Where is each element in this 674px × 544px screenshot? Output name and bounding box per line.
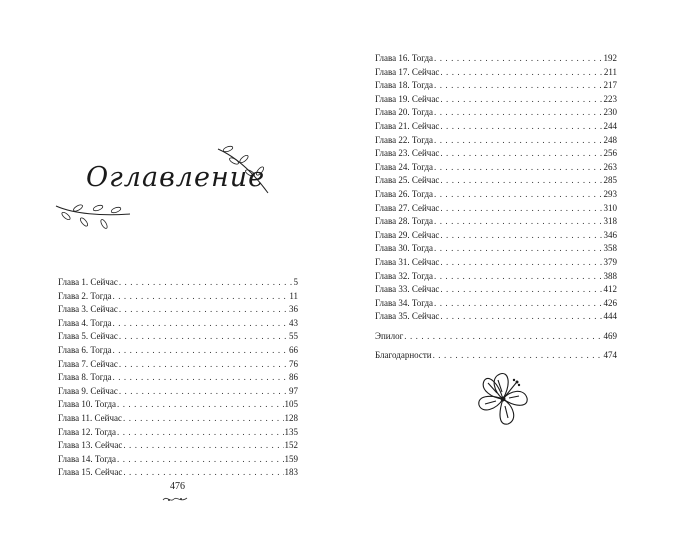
toc-entry-label: Благодарности [375, 350, 432, 361]
dot-leader [434, 106, 602, 120]
toc-entry[interactable] [58, 398, 298, 412]
toc-entry-page: 97 [289, 385, 298, 396]
toc-entry[interactable] [375, 106, 617, 120]
toc-entry-page: 217 [603, 80, 617, 91]
dot-leader [434, 134, 602, 148]
toc-entry-label: Глава 34. Тогда [375, 297, 434, 308]
dot-leader [117, 426, 283, 440]
toc-entry-page: 11 [289, 290, 298, 301]
toc-entry-page: 152 [284, 440, 298, 451]
dot-leader [113, 371, 288, 385]
toc-entry-label: Глава 3. Сейчас [58, 304, 118, 315]
toc-entry-epilogue[interactable] [375, 330, 617, 344]
dot-leader [434, 161, 602, 175]
toc-entry-page: 358 [603, 243, 617, 254]
dot-leader [440, 283, 602, 297]
toc-entry-label: Глава 18. Тогда [375, 80, 434, 91]
toc-entry-label: Глава 32. Тогда [375, 270, 434, 281]
dot-leader [404, 330, 602, 344]
toc-entry[interactable] [375, 174, 617, 188]
dot-leader [433, 349, 603, 363]
toc-entry-label: Глава 12. Тогда [58, 426, 117, 437]
toc-entry-page: 474 [603, 350, 617, 361]
toc-entry-label: Глава 21. Сейчас [375, 120, 440, 131]
toc-entry[interactable] [58, 385, 298, 399]
toc-entry[interactable] [375, 188, 617, 202]
toc-entry[interactable] [375, 147, 617, 161]
dot-leader [434, 215, 602, 229]
toc-entry-page: 412 [603, 284, 617, 295]
toc-entry-page: 43 [289, 317, 298, 328]
toc-entry-page: 36 [289, 304, 298, 315]
dot-leader [117, 453, 283, 467]
page-title: Оглавление [86, 162, 266, 193]
dot-leader [123, 412, 284, 426]
toc-entry[interactable] [375, 283, 617, 297]
toc-entry[interactable] [375, 202, 617, 216]
dot-leader [113, 317, 288, 331]
dot-leader [440, 66, 603, 80]
toc-entry-page: 192 [603, 53, 617, 63]
toc-entry-page: 105 [284, 399, 298, 410]
hibiscus-flower-icon [472, 368, 534, 430]
toc-entry-page: 285 [603, 175, 617, 186]
dot-leader [440, 310, 602, 324]
toc-entry-page: 248 [603, 134, 617, 145]
dot-leader [440, 93, 602, 107]
right-page [337, 0, 674, 544]
toc-entry[interactable] [375, 120, 617, 134]
toc-entry-page: 55 [289, 331, 298, 342]
toc-entry[interactable] [58, 330, 298, 344]
toc-entry-page: 379 [603, 256, 617, 267]
toc-list-left [58, 276, 298, 480]
toc-entry[interactable] [58, 453, 298, 467]
toc-entry[interactable] [375, 215, 617, 229]
toc-entry-label: Глава 10. Тогда [58, 399, 117, 410]
dot-leader [123, 466, 283, 480]
toc-entry-label: Глава 6. Тогда [58, 344, 112, 355]
toc-entry[interactable] [375, 161, 617, 175]
toc-entry-page: 256 [603, 148, 617, 159]
toc-entry-page: 183 [284, 467, 298, 478]
toc-entry-page: 346 [603, 229, 617, 240]
dot-leader [113, 344, 288, 358]
toc-list-right [375, 52, 617, 363]
toc-entry-page: 159 [284, 453, 298, 464]
toc-entry-label: Глава 29. Сейчас [375, 229, 440, 240]
toc-entry-label: Глава 28. Тогда [375, 216, 434, 227]
toc-entry[interactable] [375, 310, 617, 324]
toc-entry-page: 5 [293, 277, 298, 287]
toc-entry-page: 426 [603, 297, 617, 308]
toc-entry-label: Глава 8. Тогда [58, 372, 112, 383]
toc-entry-label: Глава 19. Сейчас [375, 93, 440, 104]
toc-entry-label: Глава 1. Сейчас [58, 277, 118, 287]
toc-entry-label: Глава 16. Тогда [375, 53, 434, 63]
toc-entry[interactable] [375, 256, 617, 270]
toc-entry-label: Глава 22. Тогда [375, 134, 434, 145]
branch-icon [54, 196, 134, 240]
toc-entry[interactable] [58, 426, 298, 440]
toc-entry-page: 128 [284, 412, 298, 423]
toc-entry-label: Глава 25. Сейчас [375, 175, 440, 186]
toc-entry-label: Глава 14. Тогда [58, 453, 117, 464]
toc-entry[interactable] [58, 303, 298, 317]
toc-entry-label: Глава 23. Сейчас [375, 148, 440, 159]
toc-entry[interactable] [375, 52, 617, 66]
dot-leader [119, 330, 288, 344]
toc-entry-page: 76 [289, 358, 298, 369]
toc-entry-page: 66 [289, 344, 298, 355]
toc-entry[interactable] [375, 242, 617, 256]
dot-leader [123, 439, 283, 453]
toc-entry-label: Глава 13. Сейчас [58, 440, 123, 451]
toc-entry-page: 223 [603, 93, 617, 104]
flourish-icon [162, 494, 188, 504]
dot-leader [440, 202, 602, 216]
toc-entry-label: Глава 24. Тогда [375, 161, 434, 172]
toc-entry-label: Глава 31. Сейчас [375, 256, 440, 267]
dot-leader [434, 52, 602, 66]
dot-leader [434, 79, 602, 93]
toc-entry-label: Глава 4. Тогда [58, 317, 112, 328]
dot-leader [440, 120, 602, 134]
toc-entry-label: Эпилог [375, 330, 404, 341]
page-number: 476 [170, 481, 185, 492]
toc-entry[interactable] [375, 66, 617, 80]
dot-leader [119, 358, 288, 372]
toc-entry-label: Глава 33. Сейчас [375, 284, 440, 295]
toc-entry[interactable] [58, 317, 298, 331]
toc-entry[interactable] [58, 290, 298, 304]
toc-entry-page: 86 [289, 372, 298, 383]
toc-entry-page: 310 [603, 202, 617, 213]
toc-entry-label: Глава 26. Тогда [375, 188, 434, 199]
toc-entry[interactable] [375, 79, 617, 93]
dot-leader [119, 276, 293, 290]
dot-leader [119, 303, 288, 317]
toc-entry[interactable] [58, 466, 298, 480]
toc-entry[interactable] [58, 358, 298, 372]
toc-entry[interactable] [375, 229, 617, 243]
toc-entry-label: Глава 15. Сейчас [58, 467, 123, 478]
toc-entry[interactable] [375, 93, 617, 107]
toc-entry-label: Глава 17. Сейчас [375, 66, 440, 77]
dot-leader [440, 147, 602, 161]
toc-entry-label: Глава 11. Сейчас [58, 412, 122, 423]
toc-entry[interactable] [375, 270, 617, 284]
dot-leader [434, 270, 602, 284]
toc-entry-label: Глава 7. Сейчас [58, 358, 118, 369]
toc-entry-label: Глава 2. Тогда [58, 290, 112, 301]
dot-leader [117, 398, 283, 412]
toc-entry-label: Глава 9. Сейчас [58, 385, 118, 396]
toc-entry[interactable] [58, 276, 298, 290]
toc-entry-page: 388 [603, 270, 617, 281]
toc-entry-acknowledgements[interactable] [375, 349, 617, 363]
toc-entry[interactable] [58, 439, 298, 453]
toc-entry[interactable] [58, 344, 298, 358]
toc-entry[interactable] [375, 134, 617, 148]
toc-entry-page: 230 [603, 107, 617, 118]
dot-leader [440, 256, 602, 270]
toc-entry[interactable] [58, 412, 298, 426]
dot-leader [434, 242, 602, 256]
dot-leader [434, 297, 602, 311]
toc-entry-page: 244 [603, 120, 617, 131]
toc-entry-page: 469 [603, 330, 617, 341]
dot-leader [119, 385, 288, 399]
toc-entry-label: Глава 20. Тогда [375, 107, 434, 118]
dot-leader [113, 290, 289, 304]
toc-entry-page: 135 [284, 426, 298, 437]
toc-entry-label: Глава 5. Сейчас [58, 331, 118, 342]
toc-entry-label: Глава 35. Сейчас [375, 311, 440, 322]
toc-entry-page: 211 [603, 66, 617, 77]
dot-leader [434, 188, 602, 202]
toc-entry-page: 293 [603, 188, 617, 199]
toc-entry-page: 318 [603, 216, 617, 227]
dot-leader [440, 229, 602, 243]
dot-leader [440, 174, 602, 188]
toc-entry-page: 444 [603, 311, 617, 322]
toc-entry[interactable] [375, 297, 617, 311]
toc-entry[interactable] [58, 371, 298, 385]
toc-entry-label: Глава 30. Тогда [375, 243, 434, 254]
toc-entry-page: 263 [603, 161, 617, 172]
toc-entry-label: Глава 27. Сейчас [375, 202, 440, 213]
